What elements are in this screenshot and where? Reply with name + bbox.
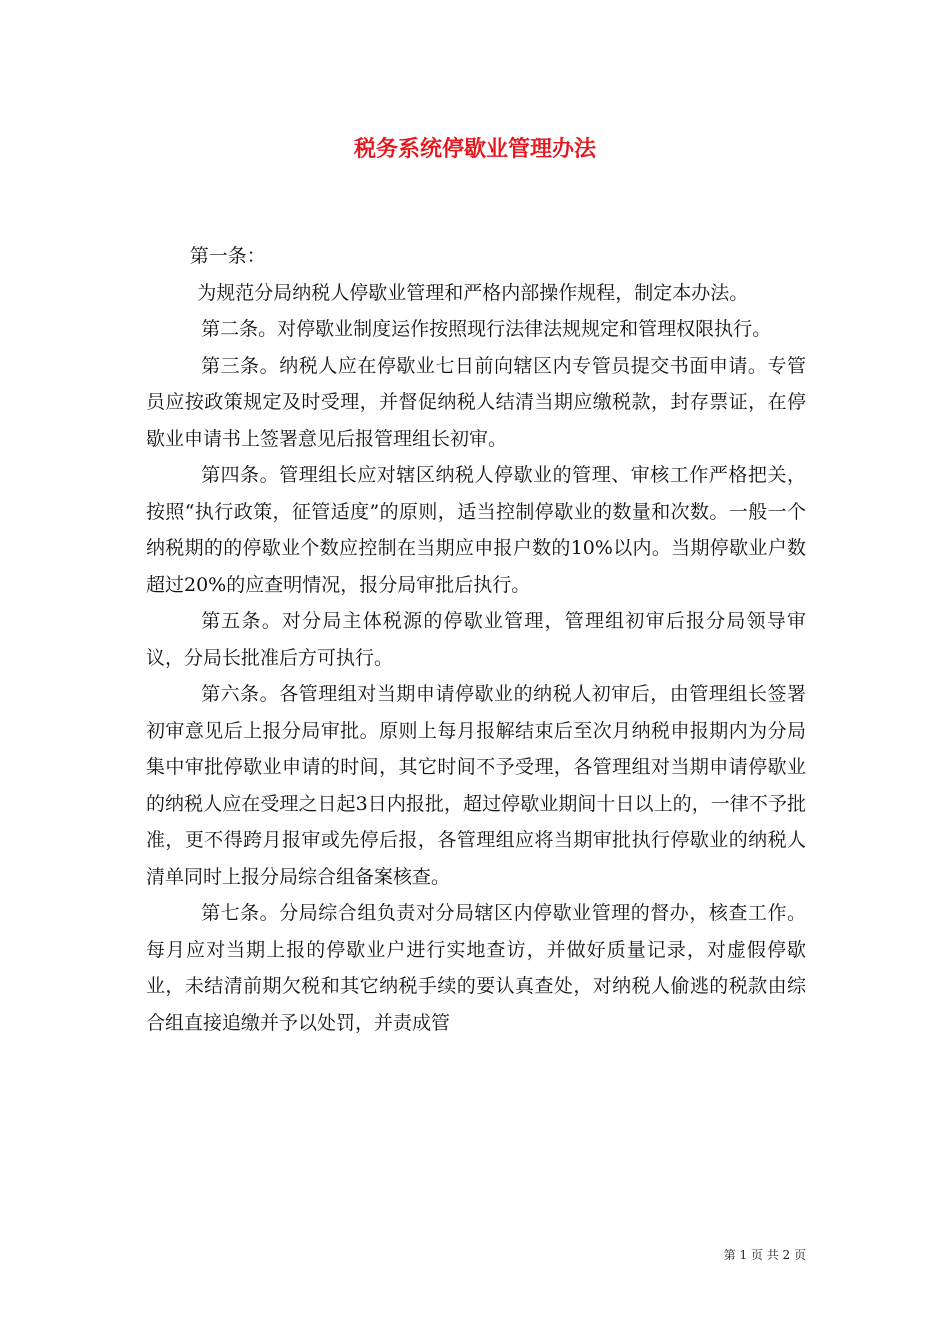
document-title: 税务系统停歇业管理办法	[353, 136, 596, 162]
article-3: 第三条。纳税人应在停歇业七日前向辖区内专管员提交书面申请。专管员应按政策规定及时受理，并督促纳税人结清当期应缴税款，封存票证，在停歇业申请书上签署意见后报管理组长初审。	[146, 354, 806, 450]
article-4: 第四条。管理组长应对辖区纳税人停歇业的管理、审核工作严格把关，按照“执行政策，征管适度”的原则，适当控制停歇业的数量和次数。一般一个纳税期的的停歇业个数应控制在当期应申报户数的10%以内。当期停歇业户数超过20%的应查明情况，报分局审批后执行。	[146, 464, 806, 596]
article-1-label: 第一条：	[189, 245, 266, 267]
article-6: 第六条。各管理组对当期申请停歇业的纳税人初审后，由管理组长签署初审意见后上报分局审批。原则上每月报解结束后至次月纳税申报期内为分局集中审批停歇业申请的时间，其它时间不予受理，各管理组对当期申请停歇业的纳税人应在受理之日起3日内报批，超过停歇业期间十日以上的，一律不予批准，更不得跨月报审或先停后报，各管理组应将当期审批执行停歇业的纳税人清单同时上报分局综合组备案核查。	[146, 683, 806, 888]
article-2: 第二条。对停歇业制度运作按照现行法律法规规定和管理权限执行。	[201, 318, 772, 340]
article-7: 第七条。分局综合组负责对分局辖区内停歇业管理的督办，核查工作。每月应对当期上报的停歇业户进行实地查访，并做好质量记录，对虚假停歇业，未结清前期欠税和其它纳税手续的要认真查处，对纳税人偷逃的税款由综合组直接追缴并予以处罚，并责成管	[146, 902, 806, 1034]
page-number: 第 1 页 共 2 页	[723, 1248, 806, 1262]
article-1-text: 为规范分局纳税人停歇业管理和严格内部操作规程，制定本办法。	[197, 281, 749, 304]
document-body	[146, 238, 806, 1041]
article-5: 第五条。对分局主体税源的停歇业管理，管理组初审后报分局领导审议，分局长批准后方可执行。	[146, 610, 806, 669]
